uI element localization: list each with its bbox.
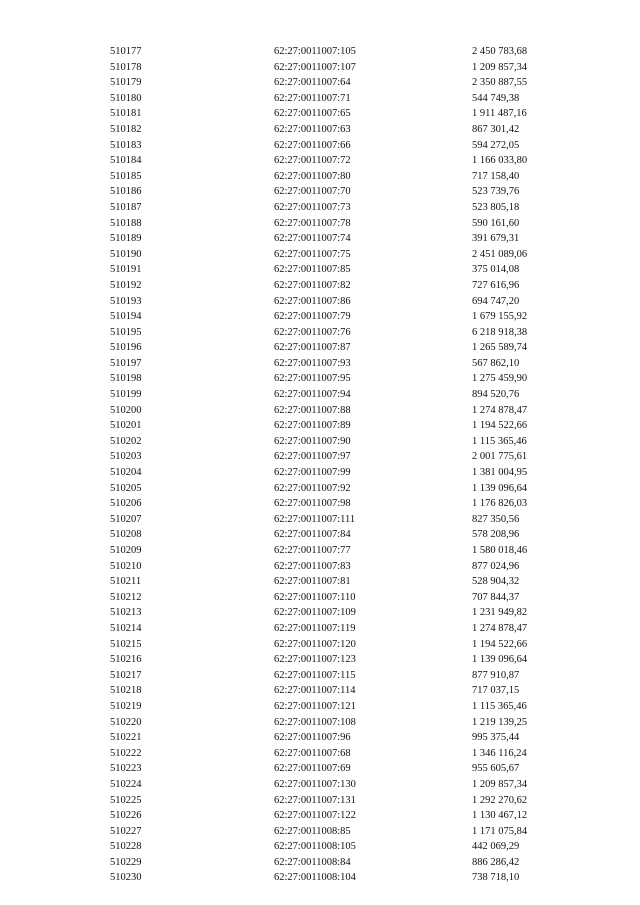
cadastral-value-cell: 528 904,32 [472, 576, 520, 588]
record-id-cell: 510206 [110, 498, 142, 510]
record-id-cell: 510214 [110, 622, 142, 634]
cadastral-value-cell: 1 274 878,47 [472, 622, 528, 634]
cadastral-number-cell: 62:27:0011007:73 [274, 201, 351, 213]
table-row [110, 294, 570, 310]
table-row [110, 683, 570, 699]
cadastral-number-cell: 62:27:0011007:77 [274, 545, 351, 556]
cadastral-value-cell: 1 580 018,46 [472, 545, 528, 556]
cadastral-number-cell: 62:27:0011007:93 [274, 357, 351, 369]
cadastral-value-cell: 1 346 116,24 [472, 747, 527, 759]
record-id-cell: 510185 [110, 170, 142, 182]
record-id-cell: 510207 [110, 513, 142, 525]
table-row [110, 60, 570, 76]
cadastral-number-cell: 62:27:0011007:68 [274, 747, 351, 759]
table-row [110, 44, 570, 60]
table-row [110, 138, 570, 154]
cadastral-value-cell: 1 130 467,12 [472, 810, 528, 822]
record-id-cell: 510205 [110, 482, 142, 494]
cadastral-number-cell: 62:27:0011007:87 [274, 342, 351, 354]
cadastral-number-cell: 62:27:0011007:122 [274, 810, 356, 822]
record-id-cell: 510221 [110, 732, 142, 744]
cadastral-number-cell: 62:27:0011007:78 [274, 217, 351, 229]
table-row [110, 262, 570, 278]
table-row [110, 465, 570, 481]
table-row [110, 481, 570, 497]
cadastral-number-cell: 62:27:0011007:89 [274, 420, 351, 432]
cadastral-number-cell: 62:27:0011007:96 [274, 732, 351, 744]
record-id-cell: 510220 [110, 716, 142, 728]
table-row [110, 371, 570, 387]
cadastral-value-cell: 1 219 139,25 [472, 716, 528, 728]
cadastral-value-cell: 894 520,76 [472, 389, 520, 401]
cadastral-value-cell: 1 209 857,34 [472, 61, 528, 73]
record-id-cell: 510183 [110, 139, 142, 151]
cadastral-value-cell: 1 381 004,95 [472, 467, 528, 479]
cadastral-number-cell: 62:27:0011007:97 [274, 451, 351, 463]
table-row [110, 637, 570, 653]
cadastral-number-cell: 62:27:0011007:69 [274, 763, 351, 775]
record-id-cell: 510189 [110, 233, 142, 245]
cadastral-value-cell: 544 749,38 [472, 92, 520, 104]
table-row [110, 200, 570, 216]
record-id-cell: 510209 [110, 545, 142, 556]
records-table-body [110, 44, 570, 886]
record-id-cell: 510180 [110, 92, 142, 104]
table-row [110, 824, 570, 840]
cadastral-number-cell: 62:27:0011007:88 [274, 404, 351, 416]
table-row [110, 418, 570, 434]
cadastral-value-cell: 1 265 589,74 [472, 342, 528, 354]
table-row [110, 527, 570, 543]
record-id-cell: 510197 [110, 357, 142, 369]
cadastral-number-cell: 62:27:0011007:80 [274, 170, 351, 182]
cadastral-number-cell: 62:27:0011007:66 [274, 139, 351, 151]
cadastral-value-cell: 1 275 459,90 [472, 373, 528, 385]
table-row [110, 793, 570, 809]
table-row [110, 340, 570, 356]
record-id-cell: 510222 [110, 747, 142, 759]
record-id-cell: 510226 [110, 810, 142, 822]
cadastral-value-cell: 738 718,10 [472, 872, 520, 884]
cadastral-value-cell: 707 844,37 [472, 591, 520, 603]
cadastral-value-cell: 995 375,44 [472, 732, 520, 744]
cadastral-value-cell: 1 194 522,66 [472, 638, 528, 650]
record-id-cell: 510230 [110, 872, 142, 884]
record-id-cell: 510192 [110, 279, 142, 291]
record-id-cell: 510203 [110, 451, 142, 463]
cadastral-number-cell: 62:27:0011007:123 [274, 654, 356, 666]
table-row [110, 621, 570, 637]
cadastral-value-cell: 523 739,76 [472, 186, 520, 198]
cadastral-value-cell: 1 274 878,47 [472, 404, 528, 416]
record-id-cell: 510194 [110, 311, 142, 323]
cadastral-number-cell: 62:27:0011008:85 [274, 825, 351, 837]
table-row [110, 839, 570, 855]
record-id-cell: 510213 [110, 607, 142, 619]
cadastral-value-cell: 1 911 487,16 [472, 108, 527, 120]
cadastral-number-cell: 62:27:0011007:76 [274, 326, 351, 338]
cadastral-value-cell: 2 450 783,68 [472, 46, 528, 57]
cadastral-number-cell: 62:27:0011007:99 [274, 467, 351, 479]
record-id-cell: 510186 [110, 186, 142, 198]
table-row [110, 403, 570, 419]
record-id-cell: 510198 [110, 373, 142, 385]
table-row [110, 153, 570, 169]
record-id-cell: 510204 [110, 467, 142, 479]
table-row [110, 247, 570, 263]
cadastral-number-cell: 62:27:0011007:81 [274, 576, 351, 588]
record-id-cell: 510179 [110, 77, 142, 89]
cadastral-number-cell: 62:27:0011007:84 [274, 529, 351, 541]
cadastral-number-cell: 62:27:0011007:114 [274, 685, 356, 697]
table-row [110, 870, 570, 886]
cadastral-value-cell: 442 069,29 [472, 841, 520, 853]
cadastral-value-cell: 1 231 949,82 [472, 607, 528, 619]
cadastral-value-cell: 1 166 033,80 [472, 155, 528, 167]
table-row [110, 699, 570, 715]
table-row [110, 387, 570, 403]
record-id-cell: 510210 [110, 560, 142, 572]
record-id-cell: 510216 [110, 654, 142, 666]
table-row [110, 75, 570, 91]
cadastral-value-cell: 1 171 075,84 [472, 825, 528, 837]
record-id-cell: 510225 [110, 794, 142, 806]
cadastral-value-cell: 391 679,31 [472, 233, 520, 245]
cadastral-number-cell: 62:27:0011007:109 [274, 607, 356, 619]
record-id-cell: 510229 [110, 856, 142, 868]
record-id-cell: 510184 [110, 155, 142, 167]
table-row [110, 652, 570, 668]
table-row [110, 91, 570, 107]
record-id-cell: 510219 [110, 700, 142, 712]
cadastral-number-cell: 62:27:0011007:121 [274, 700, 356, 712]
cadastral-number-cell: 62:27:0011007:111 [274, 513, 356, 525]
table-row [110, 325, 570, 341]
record-id-cell: 510177 [110, 46, 142, 57]
cadastral-number-cell: 62:27:0011007:131 [274, 794, 356, 806]
cadastral-number-cell: 62:27:0011007:95 [274, 373, 351, 385]
table-row [110, 605, 570, 621]
record-id-cell: 510200 [110, 404, 142, 416]
cadastral-number-cell: 62:27:0011007:75 [274, 248, 351, 260]
cadastral-number-cell: 62:27:0011007:94 [274, 389, 351, 401]
cadastral-number-cell: 62:27:0011007:64 [274, 77, 351, 89]
record-id-cell: 510217 [110, 669, 142, 681]
cadastral-number-cell: 62:27:0011007:63 [274, 123, 351, 135]
cadastral-value-cell: 1 115 365,46 [472, 700, 527, 712]
cadastral-number-cell: 62:27:0011007:119 [274, 622, 356, 634]
table-row [110, 309, 570, 325]
cadastral-number-cell: 62:27:0011007:79 [274, 311, 351, 323]
table-row [110, 231, 570, 247]
record-id-cell: 510218 [110, 685, 142, 697]
table-row [110, 278, 570, 294]
table-row [110, 715, 570, 731]
cadastral-value-cell: 1 139 096,64 [472, 654, 528, 666]
cadastral-value-cell: 2 001 775,61 [472, 451, 528, 463]
record-id-cell: 510212 [110, 591, 142, 603]
cadastral-value-cell: 6 218 918,38 [472, 326, 528, 338]
table-row [110, 761, 570, 777]
record-id-cell: 510202 [110, 435, 142, 447]
table-row [110, 122, 570, 138]
cadastral-value-cell: 1 679 155,92 [472, 311, 528, 323]
cadastral-value-cell: 717 158,40 [472, 170, 520, 182]
table-row [110, 668, 570, 684]
table-row [110, 559, 570, 575]
record-id-cell: 510228 [110, 841, 142, 853]
cadastral-number-cell: 62:27:0011007:83 [274, 560, 351, 572]
cadastral-number-cell: 62:27:0011007:82 [274, 279, 351, 291]
table-row [110, 590, 570, 606]
table-row [110, 512, 570, 528]
table-row [110, 449, 570, 465]
record-id-cell: 510208 [110, 529, 142, 541]
cadastral-number-cell: 62:27:0011007:85 [274, 264, 351, 276]
cadastral-value-cell: 867 301,42 [472, 123, 520, 135]
cadastral-value-cell: 1 209 857,34 [472, 778, 528, 790]
cadastral-value-cell: 827 350,56 [472, 513, 520, 525]
record-id-cell: 510193 [110, 295, 142, 307]
table-row [110, 777, 570, 793]
cadastral-value-cell: 1 115 365,46 [472, 435, 527, 447]
cadastral-value-cell: 955 605,67 [472, 763, 520, 775]
cadastral-value-cell: 523 805,18 [472, 201, 520, 213]
cadastral-number-cell: 62:27:0011007:70 [274, 186, 351, 198]
cadastral-number-cell: 62:27:0011007:120 [274, 638, 356, 650]
record-id-cell: 510224 [110, 778, 142, 790]
record-id-cell: 510195 [110, 326, 142, 338]
cadastral-number-cell: 62:27:0011007:108 [274, 716, 356, 728]
cadastral-value-cell: 877 024,96 [472, 560, 520, 572]
record-id-cell: 510190 [110, 248, 142, 260]
cadastral-number-cell: 62:27:0011007:65 [274, 108, 351, 120]
cadastral-number-cell: 62:27:0011007:71 [274, 92, 351, 104]
record-id-cell: 510199 [110, 389, 142, 401]
cadastral-number-cell: 62:27:0011007:74 [274, 233, 351, 245]
cadastral-value-cell: 567 862,10 [472, 357, 520, 369]
record-id-cell: 510201 [110, 420, 142, 432]
table-row [110, 216, 570, 232]
table-row [110, 169, 570, 185]
cadastral-value-cell: 1 292 270,62 [472, 794, 528, 806]
cadastral-value-cell: 694 747,20 [472, 295, 520, 307]
cadastral-value-cell: 877 910,87 [472, 669, 520, 681]
cadastral-number-cell: 62:27:0011007:90 [274, 435, 351, 447]
cadastral-value-cell: 1 176 826,03 [472, 498, 528, 510]
cadastral-number-cell: 62:27:0011007:72 [274, 155, 351, 167]
cadastral-value-cell: 2 350 887,55 [472, 77, 528, 89]
record-id-cell: 510223 [110, 763, 142, 775]
cadastral-value-cell: 1 194 522,66 [472, 420, 528, 432]
cadastral-number-cell: 62:27:0011007:105 [274, 46, 356, 57]
record-id-cell: 510211 [110, 576, 142, 588]
table-row [110, 106, 570, 122]
table-row [110, 434, 570, 450]
cadastral-number-cell: 62:27:0011008:84 [274, 856, 351, 868]
table-row [110, 855, 570, 871]
record-id-cell: 510196 [110, 342, 142, 354]
table-row [110, 184, 570, 200]
cadastral-number-cell: 62:27:0011007:98 [274, 498, 351, 510]
records-table [110, 44, 570, 886]
record-id-cell: 510187 [110, 201, 142, 213]
table-row [110, 574, 570, 590]
cadastral-value-cell: 594 272,05 [472, 139, 520, 151]
table-row [110, 730, 570, 746]
table-row [110, 543, 570, 559]
cadastral-value-cell: 727 616,96 [472, 279, 520, 291]
cadastral-number-cell: 62:27:0011008:104 [274, 872, 356, 884]
record-id-cell: 510181 [110, 108, 142, 120]
cadastral-value-cell: 886 286,42 [472, 856, 520, 868]
cadastral-value-cell: 578 208,96 [472, 529, 520, 541]
cadastral-number-cell: 62:27:0011007:130 [274, 778, 356, 790]
record-id-cell: 510182 [110, 123, 142, 135]
table-row [110, 808, 570, 824]
cadastral-value-cell: 717 037,15 [472, 685, 520, 697]
cadastral-value-cell: 2 451 089,06 [472, 248, 528, 260]
record-id-cell: 510215 [110, 638, 142, 650]
cadastral-number-cell: 62:27:0011007:92 [274, 482, 351, 494]
table-row [110, 496, 570, 512]
cadastral-number-cell: 62:27:0011007:110 [274, 591, 356, 603]
cadastral-value-cell: 375 014,08 [472, 264, 520, 276]
record-id-cell: 510178 [110, 61, 142, 73]
table-row [110, 746, 570, 762]
record-id-cell: 510191 [110, 264, 142, 276]
cadastral-value-cell: 1 139 096,64 [472, 482, 528, 494]
cadastral-number-cell: 62:27:0011008:105 [274, 841, 356, 853]
cadastral-number-cell: 62:27:0011007:86 [274, 295, 351, 307]
record-id-cell: 510227 [110, 825, 142, 837]
cadastral-number-cell: 62:27:0011007:115 [274, 669, 356, 681]
cadastral-value-cell: 590 161,60 [472, 217, 520, 229]
record-id-cell: 510188 [110, 217, 142, 229]
cadastral-number-cell: 62:27:0011007:107 [274, 61, 356, 73]
table-row [110, 356, 570, 372]
